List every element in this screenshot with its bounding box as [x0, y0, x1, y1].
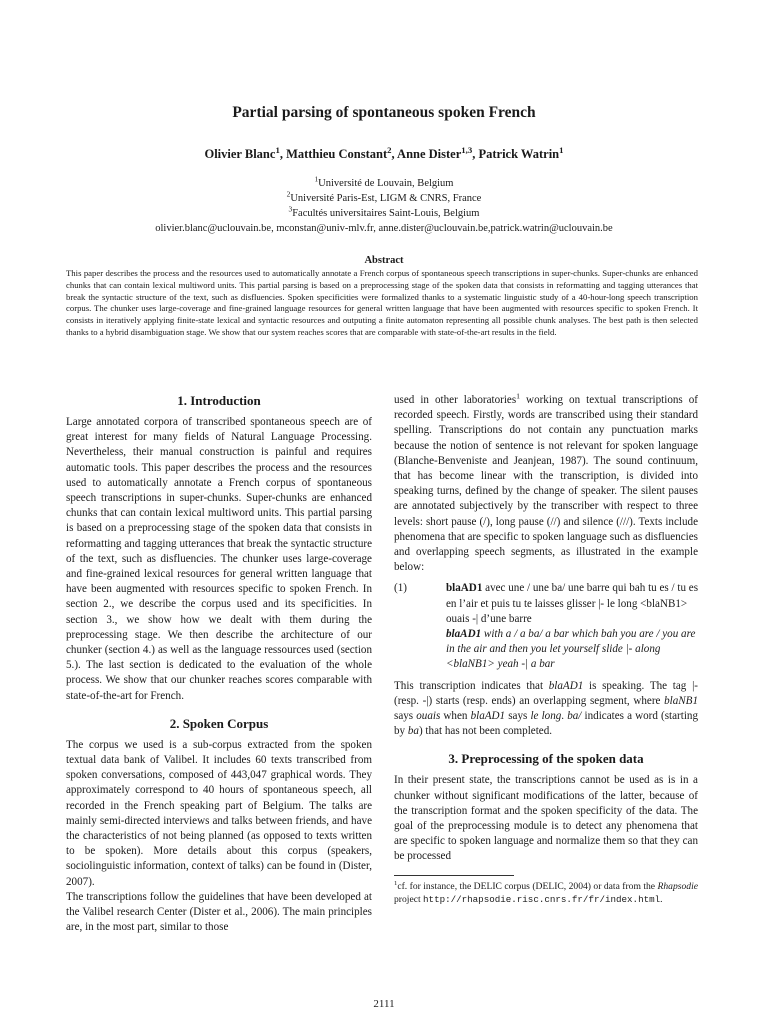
affil-mark: 1 [314, 174, 319, 184]
author-name: Patrick Watrin [478, 147, 560, 161]
right-column [394, 393, 698, 906]
section-heading: 2. Spoken Corpus [169, 715, 269, 731]
example-translation [446, 627, 698, 673]
footnote-divider [394, 875, 514, 876]
text-span: le long [530, 710, 562, 723]
affil-mark: 2 [286, 189, 291, 199]
page-number: 2111 [373, 998, 395, 1010]
explanation-paragraph [394, 679, 698, 740]
author-affil-mark: 1,3 [461, 144, 473, 155]
text-span: ba/ [567, 710, 582, 723]
section-heading: 3. Preprocessing of the spoken data [448, 751, 644, 767]
affil-text: Université Paris-Est, LIGM & CNRS, France [290, 193, 482, 204]
author-emails: olivier.blanc@uclouvain.be, mconstan@univ-mlv.fr, anne.dister@uclouvain.be,patrick.watrin@uclouvain.be [155, 223, 613, 234]
transcription-paragraph [394, 393, 698, 575]
affiliation [0, 191, 768, 206]
corpus-paragraph: The transcriptions follow the guidelines that have been developed at the Valibel research Center (Dister et al., 2006). The main principles are, in the most part, similar to those [66, 890, 372, 934]
text-span: ba [407, 725, 419, 738]
example-line: with a / a ba/ a bar which bah you are / you are in the air and then you let yourself slide |- along <blaNB1> yeah -| a bar [446, 628, 696, 671]
preprocessing-paragraph: In their present state, the transcriptions cannot be used as is in a chunker without significant modifications of the latter, because of the transcription format and the spoken specificity of the data. The goal of the preprocessing module is to detect any phenomena that are specific to spoken language and normalize them so that they can be processed [394, 774, 698, 863]
text-span: cf. for instance, the DELIC corpus (DELIC, 2004) or data from the [397, 880, 658, 892]
speaker-tag: blaAD1 [446, 582, 483, 595]
footnote-url[interactable]: http://rhapsodie.risc.cnrs.fr/fr/index.html [423, 893, 661, 905]
paper-title: Partial parsing of spontaneous spoken French [232, 104, 536, 121]
text-span: ouais [416, 710, 441, 723]
left-column [66, 393, 372, 936]
footnote-mark: 1 [516, 391, 521, 401]
text-span: project [394, 893, 424, 905]
text-span: says [394, 710, 417, 723]
example-body [446, 581, 698, 672]
affil-text: Université de Louvain, Belgium [318, 178, 454, 189]
corpus-paragraph: The corpus we used is a sub-corpus extracted from the spoken textual data bank of Valibel. It includes 60 texts transcribed from spoken conversations, composed of 443,047 graphical words. They approximately correspond to 40 hours of spontaneous speech, all recorded in the French speaking part of Belgium. The talks are mainly semi-directed interviews and talks between friends, and have the characteristics of not being planned (as opposed to texts written to be spoken). More details about this corpus (speakers, sociolinguistic information, context of talks) can be found in (Dister, 2007). [66, 738, 372, 888]
author-affil-mark: 1 [275, 144, 280, 155]
text-span: ) that has not been completed. [418, 725, 553, 738]
text-span: says [505, 710, 531, 723]
example-number: (1) [394, 582, 407, 595]
affiliations [0, 176, 768, 236]
text-span: blaNB1 [664, 694, 698, 707]
section-heading: 1. Introduction [177, 393, 261, 408]
text-span: is speaking. The tag |- (resp. -|) starts (resp. ends) an overlapping segment, where [394, 679, 698, 707]
text-span: indicates a word (starting by [394, 710, 699, 738]
text-span: . [561, 710, 568, 723]
affil-mark: 3 [288, 204, 293, 214]
text-span: working on textual transcriptions of recorded speech. Firstly, words are transcribed using their standard spelling. Transcriptions do not contain any punctuation marks because the notion of sentence is not relevant for spoken language (Blanche-Benveniste and Jeanjean, 1987). The sound continuum, that has become linear with the transcription, is divided into speaking turns, defined by the change of speaker. The silent pauses are annotated subjectively by the transcriber with respect to three levels: short pause (/), long pause (//) and silence (///). Texts include phenomena that are specific to spoken language such as disfluencies and overlapping speech segments, as illustrated in the example below: [394, 394, 698, 574]
author-name: Olivier Blanc [204, 147, 276, 161]
author-list: Olivier Blanc$^1$, Matthieu Constant$^2$, Anne Dister$^{1,3}$, Patrick Watrin$^1$ [204, 144, 564, 161]
author-affil-mark: 2 [387, 144, 392, 155]
text-span: blaAD1 [470, 710, 506, 723]
example-line: avec une / une ba/ une barre qui bah tu es / tu es en l’air et puis tu te laisses glisser |- le long <blaNB1> ouais -| d’une barre [446, 582, 699, 625]
text-span: blaAD1 [548, 679, 584, 692]
text-span: used in other laboratories [394, 394, 517, 406]
footnote-mark: 1 [394, 879, 398, 887]
text-span: when [440, 710, 471, 723]
speaker-tag: blaAD1 [446, 628, 482, 641]
text-span: . [660, 893, 663, 905]
abstract-text: This paper describes the process and the resources used to automatically annotate a French corpus of spontaneous speech transcriptions in super-chunks. Super-chunks are enhanced chunks that can contain lexical multiword units. This partial parsing is based on a preprocessing stage of the spoken data that consists in reformatting and tagging utterances that break the syntactic structure of the text, such as disfluencies. Spoken specificities were formalized thanks to a systematic linguistic study of a 40-hour-long speech transcription corpus. The chunker uses large-coverage and fine-grained language resources for general written language that have been augmented with resources specific to spoken French. It consists in iteratively applying finite-state lexical and syntactic resources and outputing a finite automaton representing all possible chunk analyses. The best path is then selected thanks to a hybrid disambiguation stage. We show that our system reaches scores that are comparable with state-of-the-art results in the field. [66, 268, 698, 337]
footnote [394, 880, 698, 906]
author-affil-mark: 1 [559, 144, 564, 155]
example-original [446, 581, 698, 627]
example-block [394, 581, 698, 672]
abstract-heading: Abstract [364, 255, 404, 266]
text-span: Rhapsodie [657, 880, 698, 892]
author-name: Anne Dister [397, 147, 462, 161]
affiliation [0, 176, 768, 191]
intro-paragraph: Large annotated corpora of transcribed spontaneous speech are of great interest for many fields of Natural Language Processing. Nevertheless, their manual construction is painful and requires automatic tools. This paper describes the process and the resources used to automatically annotate a French corpus of spontaneous speech transcriptions in super-chunks. Super-chunks are enhanced chunks that can contain lexical multiword units. This partial parsing is based on a preprocessing stage of the spoken data that consists in reformatting and tagging utterances that break the syntactic structure of the text, such as disfluencies. The chunker uses large-coverage and fine-grained lexical resources for general written language that have been augmented with resources specific to spoken French. In section 2., we describe the corpus used and its specificities. In section 3., we show how we dealt with them during the preprocessing stage. We then describe the architecture of our chunker (section 4.) as well as the language ressources used (section 5.). The last section is dedicated to the evaluation of the whole process. We show that our chunker reaches scores comparable with state-of-the-art for French. [66, 416, 372, 702]
affil-text: Facultés universitaires Saint-Louis, Belgium [292, 208, 480, 219]
author-name: Matthieu Constant [286, 147, 388, 161]
text-span: This transcription indicates that [394, 679, 549, 692]
affiliation [0, 206, 768, 221]
